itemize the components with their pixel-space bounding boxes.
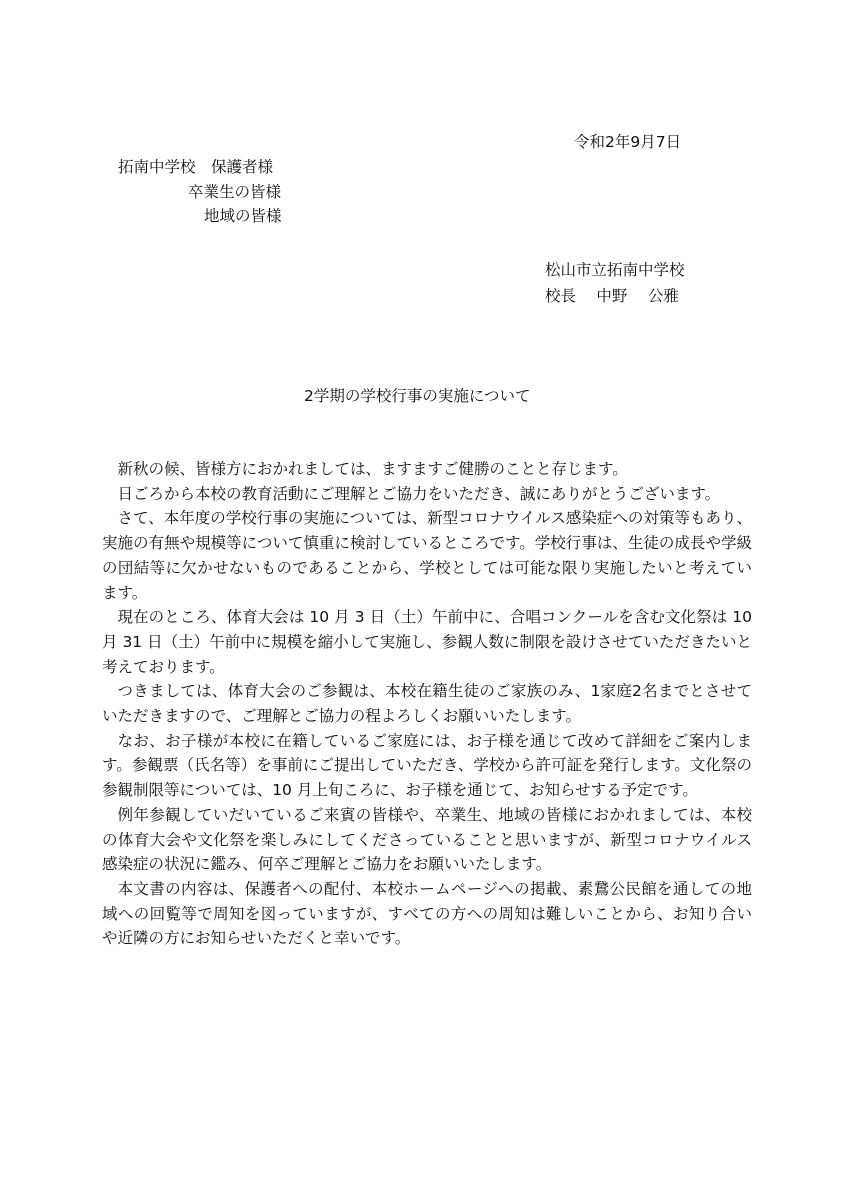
events-policy-paragraph: さて、本年度の学校行事の実施については、新型コロナウイルス感染症への対策等もあり、実施の有無や規模等について慎重に検討しているところです。学校行事は、生徒の成長や学級の団結等に欠かせないものであることから、学校としては可能な限り実施したいと考えています。 (102, 509, 752, 602)
recipient-parents: 拓南中学校 保護者様 (118, 158, 274, 176)
sender-school: 松山市立拓南中学校 (545, 261, 685, 279)
recipient-graduates: 卒業生の皆様 (188, 183, 282, 201)
notice-paragraph: 本文書の内容は、保護者への配付、本校ホームページへの掲載、素鵞公民館を通しての地域への回覧等で周知を図っていますが、すべての方への周知は難しいことから、お知り合いや近隣の方にお知らせいただくと幸いです。 (102, 879, 752, 948)
thanks-paragraph: 日ごろから本校の教育活動にご理解とご協力をいただき、誠にありがとうございます。 (117, 484, 721, 503)
guests-paragraph: 例年参観していだいているご来賓の皆様や、卒業生、地域の皆様におかれましては、本校の体育大会や文化祭を楽しみにしてくださっていることと思いますが、新型コロナウイルス感染症の状況に鑑み、何卒ご理解とご協力をお願いいたします。 (102, 805, 752, 874)
document-date: 令和2年9月7日 (574, 133, 682, 151)
sender-principal: 校長 中野 公雅 (545, 287, 679, 305)
recipient-community: 地域の皆様 (204, 207, 282, 225)
attendance-limit-paragraph: つきましては、体育大会のご参観は、本校在籍生徒のご家族のみ、1家庭2名までとさせていただきますので、ご理解とご協力の程よろしくお願いいたします。 (102, 682, 752, 726)
permit-paragraph: なお、お子様が本校に在籍しているご家庭には、お子様を通じて改めて詳細をご案内します。参観票（氏名等）を事前にご提出していただき、学校から許可証を発行します。文化祭の参観制限等については、10 月上旬ころに、お子様を通じて、お知らせする予定です。 (102, 731, 752, 800)
document-title: 2学期の学校行事の実施について (304, 387, 531, 405)
greeting-paragraph: 新秋の候、皆様方におかれましては、ますますご健勝のことと存じます。 (117, 460, 628, 478)
event-schedule-paragraph: 現在のところ、体育大会は 10 月 3 日（土）午前中に、合唱コンクールを含む文化祭は 10 月 31 日（土）午前中に規模を縮小して実施し、参観人数に制限を設けさせていただきたいと考えております。 (102, 608, 752, 676)
document-body (102, 457, 752, 951)
